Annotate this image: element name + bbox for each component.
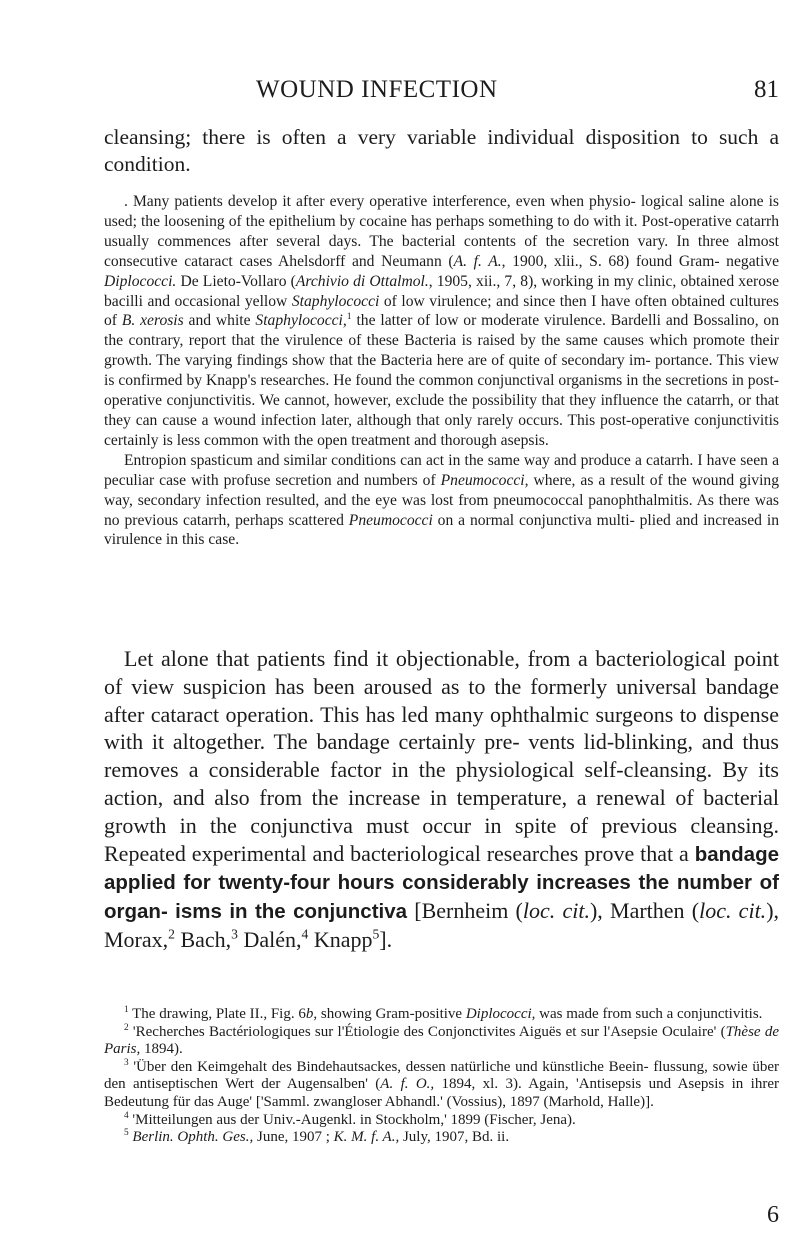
footnote-ref-4: 4 bbox=[301, 926, 309, 942]
page-number: 81 bbox=[754, 76, 779, 103]
paragraph-entropion: Entropion spasticum and similar conditions can act in the same way and produce a catarrh. I have seen a peculiar case with profuse secretion and numbers of Pneumococci, where, as a result of the wound giving way, secondary infection resulted, and the eye was lost from pneumococcal panophthalmitis. As there was no previous catarrh, perhaps scattered Pneumococci on a normal conjunctiva multi- plied and increased in virulence in this case. bbox=[104, 451, 779, 549]
footnote-2: $^2$ 'Recherches Bactériologiques sur l'Étiologie des Conjonctivites Aiguës et sur l'Asepsie Oculaire' (Thèse de Paris, 1894). bbox=[104, 1022, 780, 1058]
footnote-4: $^4$ 'Mitteilungen aus der Univ.-Augenkl. in Stockholm,' 1899 (Fischer, Jena). bbox=[124, 1110, 576, 1128]
bold-emphasis: bandage applied for twenty-four hours considerably increases the number of organ- isms in the conjunctiva bbox=[104, 842, 779, 924]
footnote-3: $^3$ 'Über den Keimgehalt des Bindehautsackes, dessen natürliche und künstliche Beein- flussung, sowie über den antiseptischen Wert der Augensalben' (A. f. O., 1894, xl. 3). Again, 'Antisepsis und Asepsis in ihrer Bedeutung für das Auge' ['Samml. zwangloser Abhandl.' (Vossius), 1897 (Marhold, Halle)]. bbox=[104, 1057, 779, 1110]
signature-mark: 6 bbox=[767, 1202, 779, 1228]
paragraph-postoperative-catarrh: . Many patients develop it after every operative interference, even when physio- logical saline alone is used; the loosening of the epithelium by cocaine has perhaps something to do with it. Post-operative catarrh usually commences after several days. The bacterial contents of the secretion vary. In three almost consecutive cataract cases Ahelsdorff and Neumann (A. f. A., 1900, xlii., S. 68) found Gram- negative Diplococci. De Lieto-Vollaro (Archivio di Ottalmol., 1905, xii., 7, 8), working in my clinic, obtained xerose bacilli and occasional yellow Staphylococci of low virulence; and since then I have often obtained cultures of B. xerosis and white Staphylococci,$^1$ the latter of low or moderate virulence. Bardelli and Bossalino, on the contrary, report that the virulence of these Bacteria is raised by the same causes which promote their growth. The varying findings show that the Bacteria here are of quite of secondary im- portance. This view is confirmed by Knapp's researches. He found the common conjunctival organisms in the secretions in post-operative conjunctivitis. We cannot, however, exclude the possibility that they influence the catarrh, or that they can cause a wound infection later, although that only rarely occurs. This post-operative conjunctivitis certainly is less common with the open treatment and thorough asepsis. bbox=[104, 193, 780, 449]
bandage-paragraph: Let alone that patients find it objectionable, from a bacteriological point of view suspicion has been aroused as to the formerly universal bandage after cataract operation. This has led many ophthalmic surgeons to dispense with it altogether. The bandage certainly pre- vents lid-blinking, and thus removes a considerable factor in the physiological self-cleansing. By its action, and also from the increase in temperature, a renewal of bacterial growth in the conjunctiva must occur in spite of previous cleansing. Repeated experimental and bacteriological researches prove that a bandage applied for twenty-four hours considerably increases the number of organ- isms in the conjunctiva [Bernheim (loc. cit.), Marthen (loc. cit.), Morax,$^2$ Bach,$^3$ Dalén,$^4$ Knapp$^5$]. bbox=[104, 646, 780, 952]
footnote-5: $^5$ Berlin. Ophth. Ges., June, 1907 ; K. M. f. A., July, 1907, Bd. ii. bbox=[124, 1128, 510, 1146]
lead-paragraph: cleansing; there is often a very variable individual disposition to such a condition. bbox=[104, 125, 779, 176]
footnote-ref-3: 3 bbox=[231, 926, 238, 942]
footnote-ref-5: 5 bbox=[372, 926, 380, 942]
running-header bbox=[104, 76, 779, 112]
footnote-ref-1: 1 bbox=[346, 311, 352, 323]
footnote-ref-2: 2 bbox=[168, 926, 175, 942]
small-print-section bbox=[104, 192, 779, 550]
footnote-1: $^1$ The drawing, Plate II., Fig. 6b, showing Gram-positive Diplococci, was made from such a conjunctivitis. bbox=[124, 1005, 763, 1022]
footnotes bbox=[104, 1006, 779, 1147]
running-title: WOUND INFECTION bbox=[256, 76, 498, 103]
